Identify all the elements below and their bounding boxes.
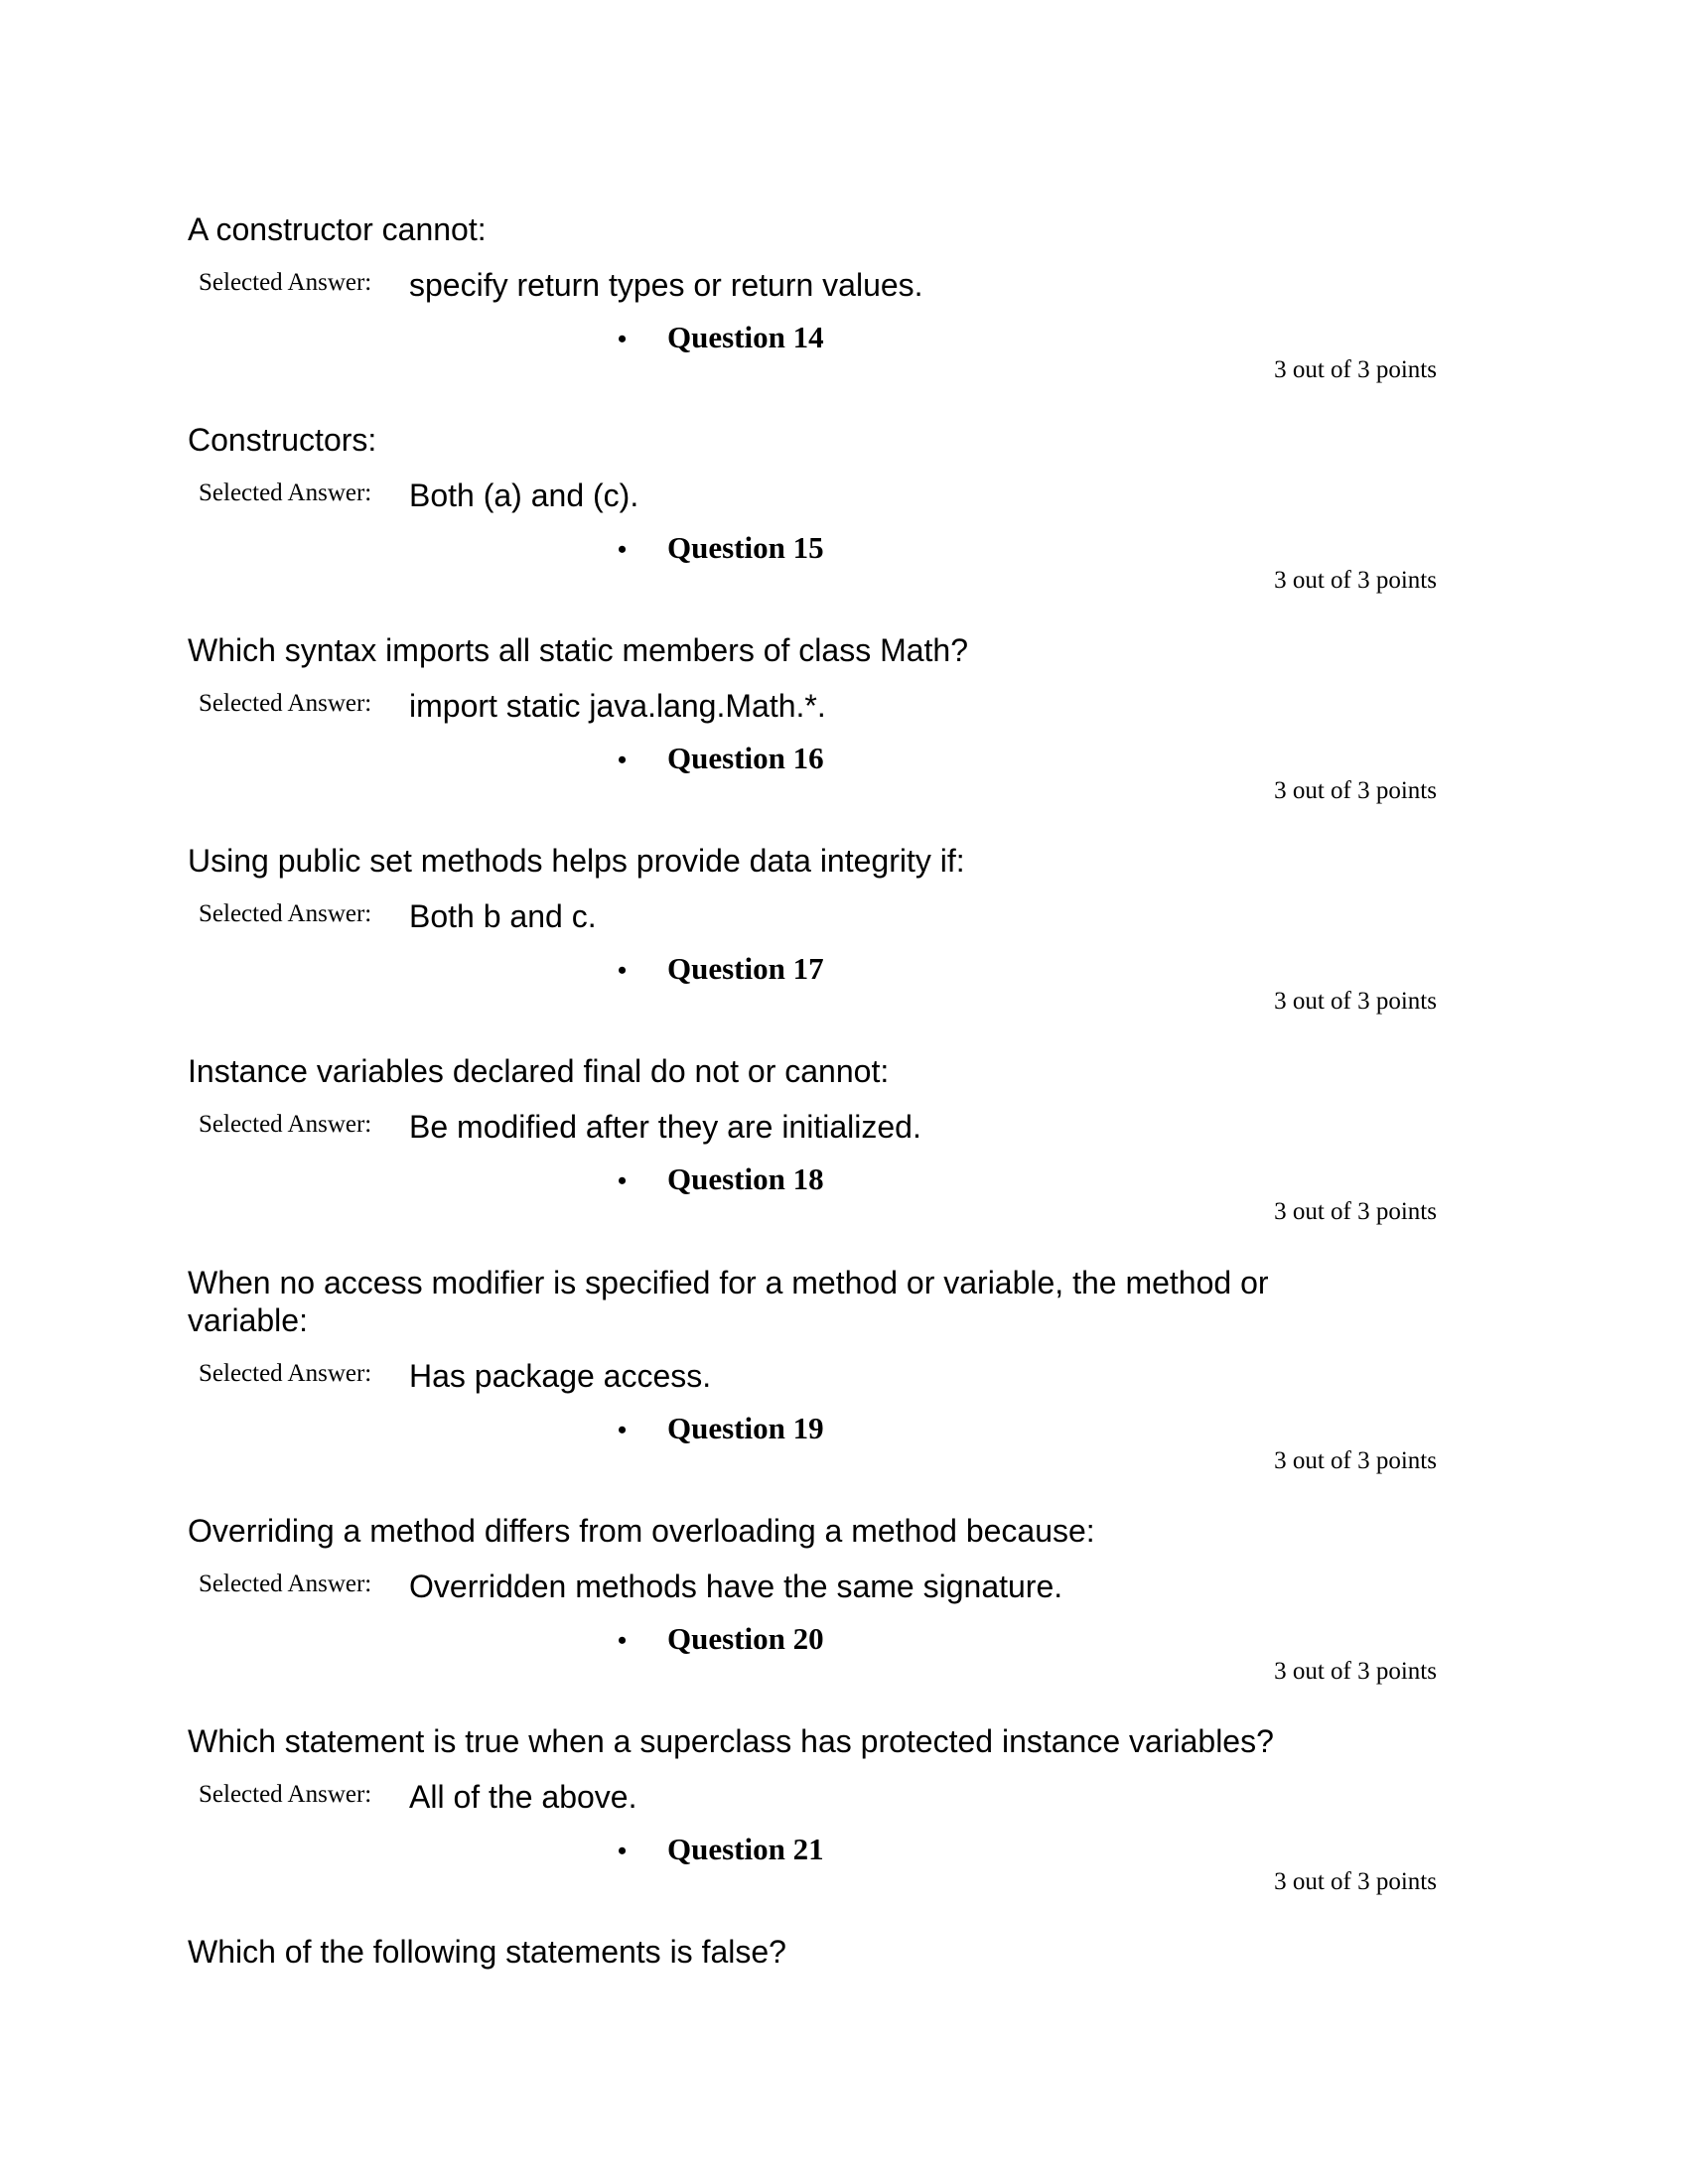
selected-answer-label: Selected Answer:: [199, 690, 372, 717]
bullet-icon: •: [618, 535, 628, 564]
question-heading: [618, 530, 824, 568]
selected-answer-label: Selected Answer:: [199, 479, 372, 506]
selected-answer-value: specify return types or return values.: [409, 267, 923, 303]
points-score: 3 out of 3 points: [1274, 777, 1437, 804]
points-score: 3 out of 3 points: [1274, 988, 1437, 1015]
points-score: 3 out of 3 points: [1274, 1658, 1437, 1685]
points-score: 3 out of 3 points: [1274, 567, 1437, 594]
question-number: Question 18: [667, 1161, 824, 1196]
selected-answer-label: Selected Answer:: [199, 269, 372, 296]
question-heading: [618, 1161, 824, 1199]
question-text: When no access modifier is specified for a method or variable, the method or variable:: [188, 1265, 1269, 1338]
selected-answer-label: Selected Answer:: [199, 900, 372, 927]
points-score: 3 out of 3 points: [1274, 1447, 1437, 1474]
question-number: Question 17: [667, 951, 824, 986]
selected-answer-label: Selected Answer:: [199, 1570, 372, 1597]
question-text: A constructor cannot:: [188, 211, 487, 247]
bullet-icon: •: [618, 325, 628, 353]
points-score: 3 out of 3 points: [1274, 1198, 1437, 1225]
selected-answer-value: import static java.lang.Math.*.: [409, 688, 826, 724]
bullet-icon: •: [618, 1626, 628, 1655]
selected-answer-value: All of the above.: [409, 1779, 637, 1815]
question-text: Overriding a method differs from overloading a method because:: [188, 1513, 1095, 1549]
bullet-icon: •: [618, 1416, 628, 1444]
question-text: Which statement is true when a superclass has protected instance variables?: [188, 1723, 1274, 1759]
selected-answer-value: Has package access.: [409, 1358, 712, 1394]
question-number: Question 16: [667, 741, 824, 775]
bullet-icon: •: [618, 1166, 628, 1195]
selected-answer-value: Be modified after they are initialized.: [409, 1109, 921, 1145]
question-heading: [618, 320, 824, 357]
question-text: Which syntax imports all static members of class Math?: [188, 632, 969, 668]
question-heading: [618, 1411, 824, 1448]
question-number: Question 15: [667, 530, 824, 565]
selected-answer-label: Selected Answer:: [199, 1111, 372, 1138]
question-number: Question 21: [667, 1832, 824, 1866]
selected-answer-label: Selected Answer:: [199, 1781, 372, 1808]
selected-answer-value: Both (a) and (c).: [409, 478, 639, 513]
question-text: Constructors:: [188, 422, 377, 458]
bullet-icon: •: [618, 746, 628, 774]
question-number: Question 19: [667, 1411, 824, 1445]
selected-answer-value: Both b and c.: [409, 898, 597, 934]
question-text: Which of the following statements is false?: [188, 1934, 786, 1970]
selected-answer-label: Selected Answer:: [199, 1360, 372, 1387]
question-heading: [618, 741, 824, 778]
bullet-icon: •: [618, 956, 628, 985]
question-text: Using public set methods helps provide data integrity if:: [188, 843, 965, 879]
points-score: 3 out of 3 points: [1274, 356, 1437, 383]
question-heading: [618, 1621, 824, 1659]
bullet-icon: •: [618, 1837, 628, 1865]
selected-answer-value: Overridden methods have the same signature.: [409, 1569, 1063, 1604]
question-text: Instance variables declared final do not or cannot:: [188, 1053, 890, 1089]
question-number: Question 20: [667, 1621, 824, 1656]
question-heading: [618, 1832, 824, 1869]
question-heading: [618, 951, 824, 989]
question-number: Question 14: [667, 320, 824, 354]
points-score: 3 out of 3 points: [1274, 1868, 1437, 1895]
